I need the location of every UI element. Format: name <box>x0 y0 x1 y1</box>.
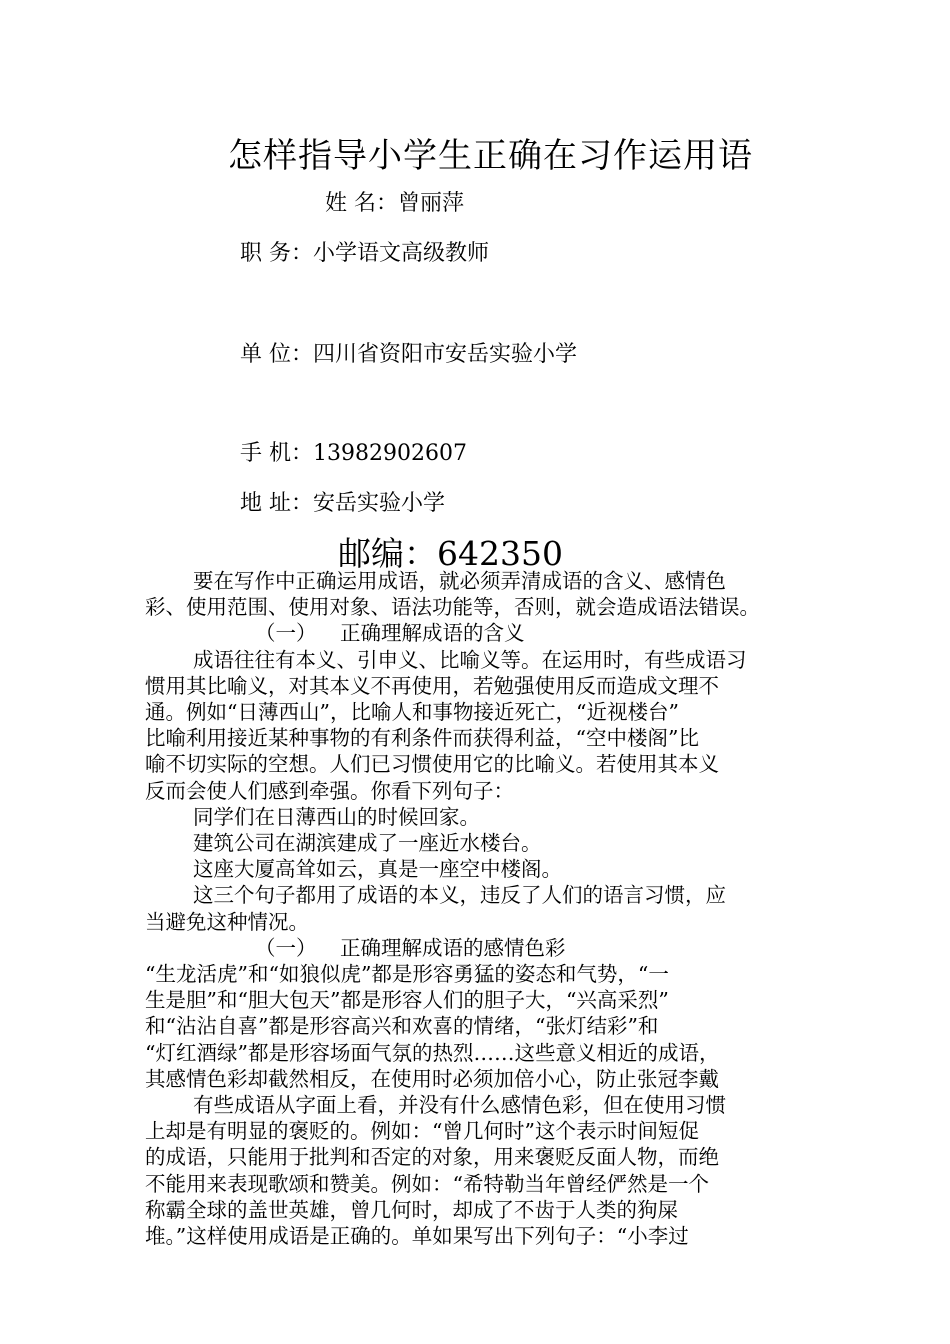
paragraph-line: 称霸全球的盖世英雄，曾几何时，却成了不齿于人类的狗屎 <box>145 1197 678 1222</box>
paragraph-line: 有些成语从字面上看，并没有什么感情色彩，但在使用习惯 <box>193 1093 726 1118</box>
paragraph-line: 惯用其比喻义，对其本义不再使用，若勉强使用反而造成文理不 <box>145 673 719 698</box>
example-sentence: 这座大厦高耸如云，真是一座空中楼阁。 <box>193 857 562 882</box>
paragraph-line: 当避免这种情况。 <box>145 909 309 934</box>
paragraph-line: 的成语，只能用于批判和否定的对象，用来褒贬反面人物，而绝 <box>145 1145 719 1170</box>
section-heading-1 <box>145 620 810 646</box>
author-position: 职 务：小学语文高级教师 <box>240 241 489 266</box>
paragraph-line: 要在写作中正确运用成语，就必须弄清成语的含义、感情色 <box>193 569 726 593</box>
example-sentence: 同学们在日薄西山的时候回家。 <box>193 804 480 829</box>
section-title: 正确理解成语的含义 <box>340 621 525 646</box>
section-number: （一） <box>255 621 317 646</box>
paragraph-line: 其感情色彩却截然相反，在使用时必须加倍小心，防止张冠李戴 <box>145 1066 719 1091</box>
paragraph-line: 生是胆”和“胆大包天”都是形容人们的胆子大，“兴高采烈” <box>145 988 669 1013</box>
paragraph-line: 堆。”这样使用成语是正确的。单如果写出下列句子：“小李过 <box>145 1224 689 1249</box>
paragraph-line: 通。例如“日薄西山”，比喻人和事物接近死亡，“近视楼台” <box>145 700 679 725</box>
paragraph-line: 彩、使用范围、使用对象、语法功能等，否则，就会造成语法错误。 <box>145 595 760 620</box>
paragraph-line: “生龙活虎”和“如狼似虎”都是形容勇猛的姿态和气势，“一 <box>145 962 669 987</box>
example-sentence: 建筑公司在湖滨建成了一座近水楼台。 <box>193 831 542 856</box>
paragraph-line: 和“沾沾自喜”都是形容高兴和欢喜的情绪，“张灯结彩”和 <box>145 1014 659 1039</box>
paragraph-line: 喻不切实际的空想。人们已习惯使用它的比喻义。若使用其本义 <box>145 752 719 777</box>
author-name: 姓 名：曾丽萍 <box>325 191 464 216</box>
author-unit: 单 位：四川省资阳市安岳实验小学 <box>240 342 577 367</box>
article-body <box>145 568 810 1249</box>
author-phone: 手 机：13982902607 <box>240 441 467 466</box>
author-address: 地 址：安岳实验小学 <box>240 491 445 516</box>
postcode: 邮编：642350 <box>338 534 563 573</box>
paragraph-line: 上却是有明显的褒贬的。例如：“曾几何时”这个表示时间短促 <box>145 1119 699 1144</box>
paragraph-line: “灯红酒绿”都是形容场面气氛的热烈……这些意义相近的成语， <box>145 1040 720 1065</box>
document-title: 怎样指导小学生正确在习作运用语 <box>228 136 753 176</box>
section-title: 正确理解成语的感情色彩 <box>340 935 566 960</box>
paragraph-line: 成语往往有本义、引申义、比喻义等。在运用时，有些成语习 <box>193 647 747 672</box>
section-number: （一） <box>255 935 317 960</box>
paragraph-line: 这三个句子都用了成语的本义，违反了人们的语言习惯，应 <box>193 883 726 908</box>
paragraph-line: 比喻利用接近某种事物的有利条件而获得利益，“空中楼阁”比 <box>145 726 699 751</box>
paragraph-line: 反而会使人们感到牵强。你看下列句子： <box>145 778 514 803</box>
section-heading-2 <box>145 935 810 961</box>
paragraph-line: 不能用来表现歌颂和赞美。例如：“希特勒当年曾经俨然是一个 <box>145 1171 709 1196</box>
